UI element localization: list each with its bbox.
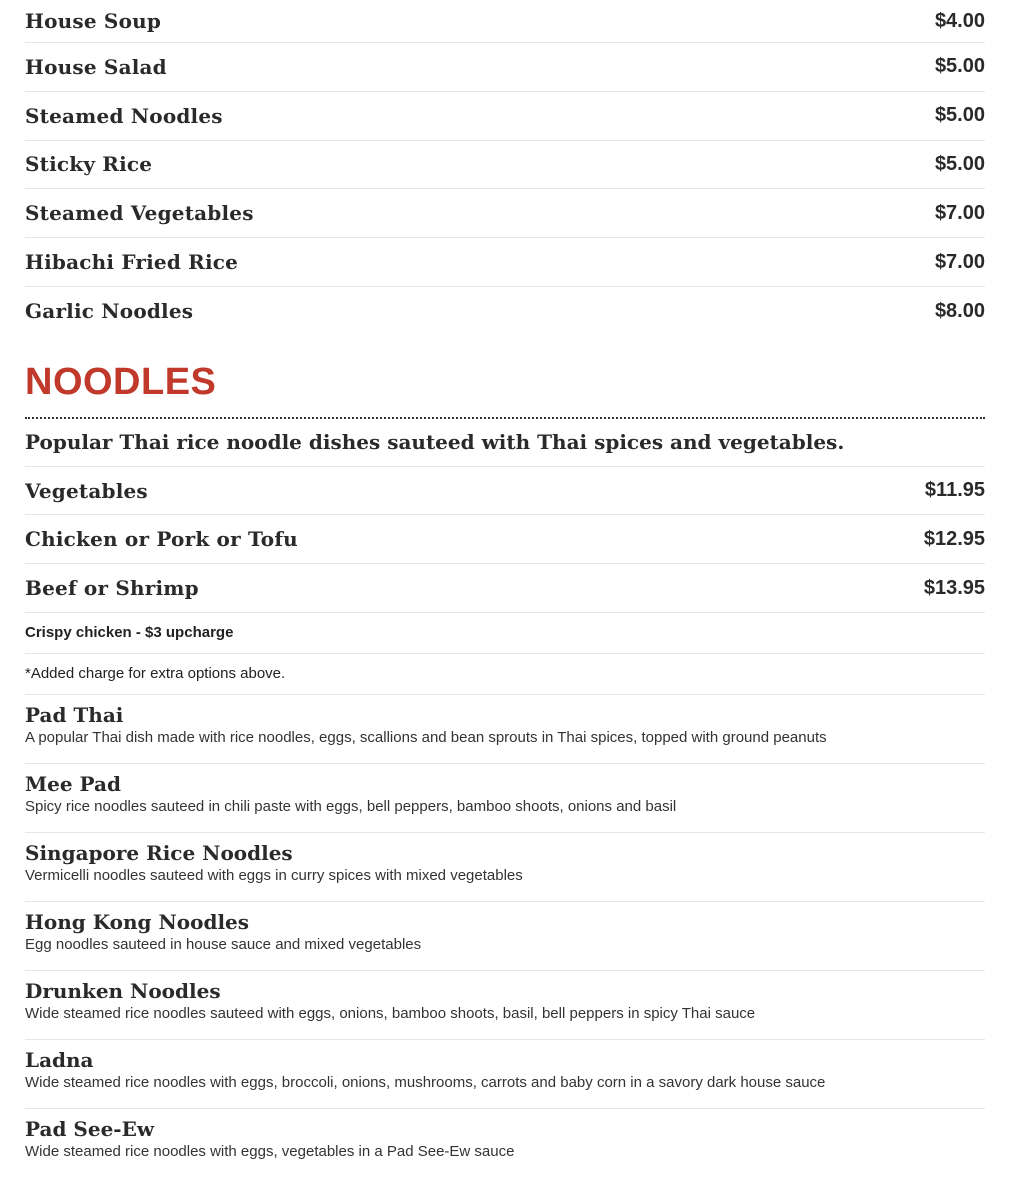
- dish-description: A popular Thai dish made with rice noodles, eggs, scallions and bean sprouts in Thai spices, topped with ground peanuts: [25, 728, 827, 746]
- item-name: Steamed Noodles: [25, 103, 223, 128]
- dish-name: Pad See-Ew: [25, 1116, 155, 1141]
- dish-item: [25, 1109, 985, 1178]
- dish-name: Mee Pad: [25, 771, 121, 796]
- item-name: Hibachi Fried Rice: [25, 250, 239, 275]
- dish-description: Egg noodles sauteed in house sauce and mixed vegetables: [25, 935, 422, 953]
- dish-description: Spicy rice noodles sauteed in chili paste with eggs, bell peppers, bamboo shoots, onions and basil: [25, 797, 677, 815]
- dish-description: Wide steamed rice noodles with eggs, vegetables in a Pad See-Ew sauce: [25, 1142, 515, 1160]
- menu-item: [25, 92, 985, 141]
- noodle-price-list: [25, 467, 985, 613]
- dish-item: [25, 971, 985, 1040]
- item-price: $5.00: [934, 55, 985, 78]
- dish-description: Wide steamed rice noodles with eggs, broccoli, onions, mushrooms, carrots and baby corn in a savory dark house sauce: [25, 1073, 826, 1091]
- dish-name: Ladna: [25, 1047, 94, 1072]
- dish-item: [25, 902, 985, 971]
- option-price: $11.95: [924, 479, 985, 502]
- dish-description: Vermicelli noodles sauteed with eggs in curry spices with mixed vegetables: [25, 866, 523, 884]
- item-name: House Salad: [25, 54, 167, 79]
- option-name: Chicken or Pork or Tofu: [25, 527, 298, 552]
- price-option: [25, 515, 985, 564]
- price-option: [25, 564, 985, 613]
- item-price: $7.00: [934, 250, 985, 273]
- section-intro: [25, 419, 985, 467]
- dish-item: [25, 833, 985, 902]
- dish-name: Hong Kong Noodles: [25, 909, 250, 934]
- dish-item: [25, 1040, 985, 1109]
- dish-item: [25, 695, 985, 764]
- item-name: Steamed Vegetables: [25, 201, 254, 226]
- option-price: $13.95: [923, 576, 985, 599]
- intro-text: Popular Thai rice noodle dishes sauteed with Thai spices and vegetables.: [25, 430, 845, 455]
- item-name: House Soup: [25, 9, 162, 33]
- dish-description: Wide steamed rice noodles sauteed with eggs, onions, bamboo shoots, basil, bell peppers in spicy Thai sauce: [25, 1004, 756, 1022]
- menu-item: [25, 287, 985, 336]
- dish-name: Drunken Noodles: [25, 978, 221, 1003]
- sides-list: [25, 0, 985, 336]
- item-price: $5.00: [934, 104, 985, 127]
- option-name: Beef or Shrimp: [25, 576, 199, 600]
- item-price: $7.00: [934, 201, 985, 224]
- upcharge-note: Crispy chicken - $3 upcharge: [25, 613, 985, 654]
- item-price: $4.00: [934, 9, 985, 32]
- menu-page: [25, 0, 985, 1178]
- menu-item: [25, 189, 985, 238]
- item-name: Sticky Rice: [25, 152, 153, 177]
- price-option: [25, 467, 985, 516]
- extra-charge-note: *Added charge for extra options above.: [25, 654, 985, 695]
- option-name: Vegetables: [25, 478, 148, 503]
- item-name: Garlic Noodles: [25, 299, 194, 324]
- dish-name: Pad Thai: [25, 702, 124, 727]
- menu-item: [25, 0, 985, 43]
- menu-item: [25, 43, 985, 92]
- item-price: $8.00: [934, 299, 985, 322]
- option-price: $12.95: [923, 527, 985, 550]
- dish-item: [25, 764, 985, 833]
- menu-item: [25, 141, 985, 190]
- menu-item: [25, 238, 985, 287]
- section-title: NOODLES: [25, 360, 217, 403]
- dish-list: [25, 695, 985, 1178]
- dish-name: Singapore Rice Noodles: [25, 840, 293, 865]
- item-price: $5.00: [934, 152, 985, 175]
